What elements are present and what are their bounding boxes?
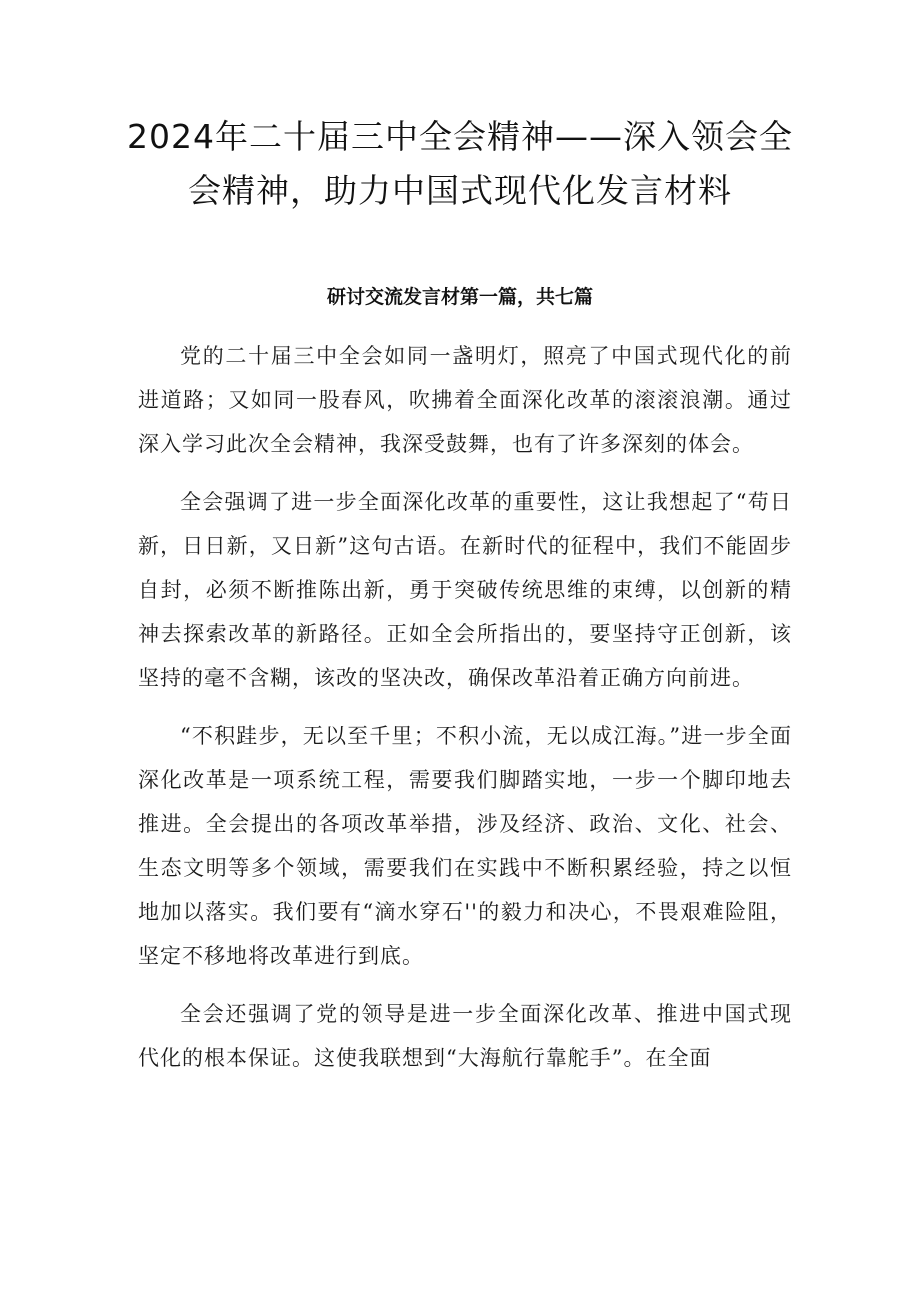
paragraph: 党的二十届三中全会如同一盏明灯，照亮了中国式现代化的前进道路；又如同一股春风，吹拂着全面深化改革的滚滚浪潮。通过深入学习此次全会精神，我深受鼓舞，也有了许多深刻的体会。 [138,344,792,456]
paragraph: 全会强调了进一步全面深化改革的重要性，这让我想起了“苟日新，日日新，又日新”这句古语。在新时代的征程中，我们不能固步自封，必须不断推陈出新，勇于突破传统思维的束缚，以创新的精神去探索改革的新路径。正如全会所指出的，要坚持守正创新，该坚持的毫不含糊，该改的坚决改，确保改革沿着正确方向前进。 [138,490,792,690]
paragraph: 全会还强调了党的领导是进一步全面深化改革、推进中国式现代化的根本保证。这使我联想到“大海航行靠舵手”。在全面 [138,1002,792,1070]
document-title: 2024年二十届三中全会精神——深入领会全会精神，助力中国式现代化发言材料 [127,117,793,210]
document-body [138,334,792,1094]
document-subtitle: 研讨交流发言材第一篇，共七篇 [326,286,593,308]
paragraph: “不积跬步，无以至千里；不积小流，无以成江海。”进一步全面深化改革是一项系统工程，需要我们脚踏实地，一步一个脚印地去推进。全会提出的各项改革举措，涉及经济、政治、文化、社会、生态文明等多个领域，需要我们在实践中不断积累经验，持之以恒地加以落实。我们要有“滴水穿石''的毅力和决心，不畏艰难险阻，坚定不移地将改革进行到底。 [138,724,792,968]
